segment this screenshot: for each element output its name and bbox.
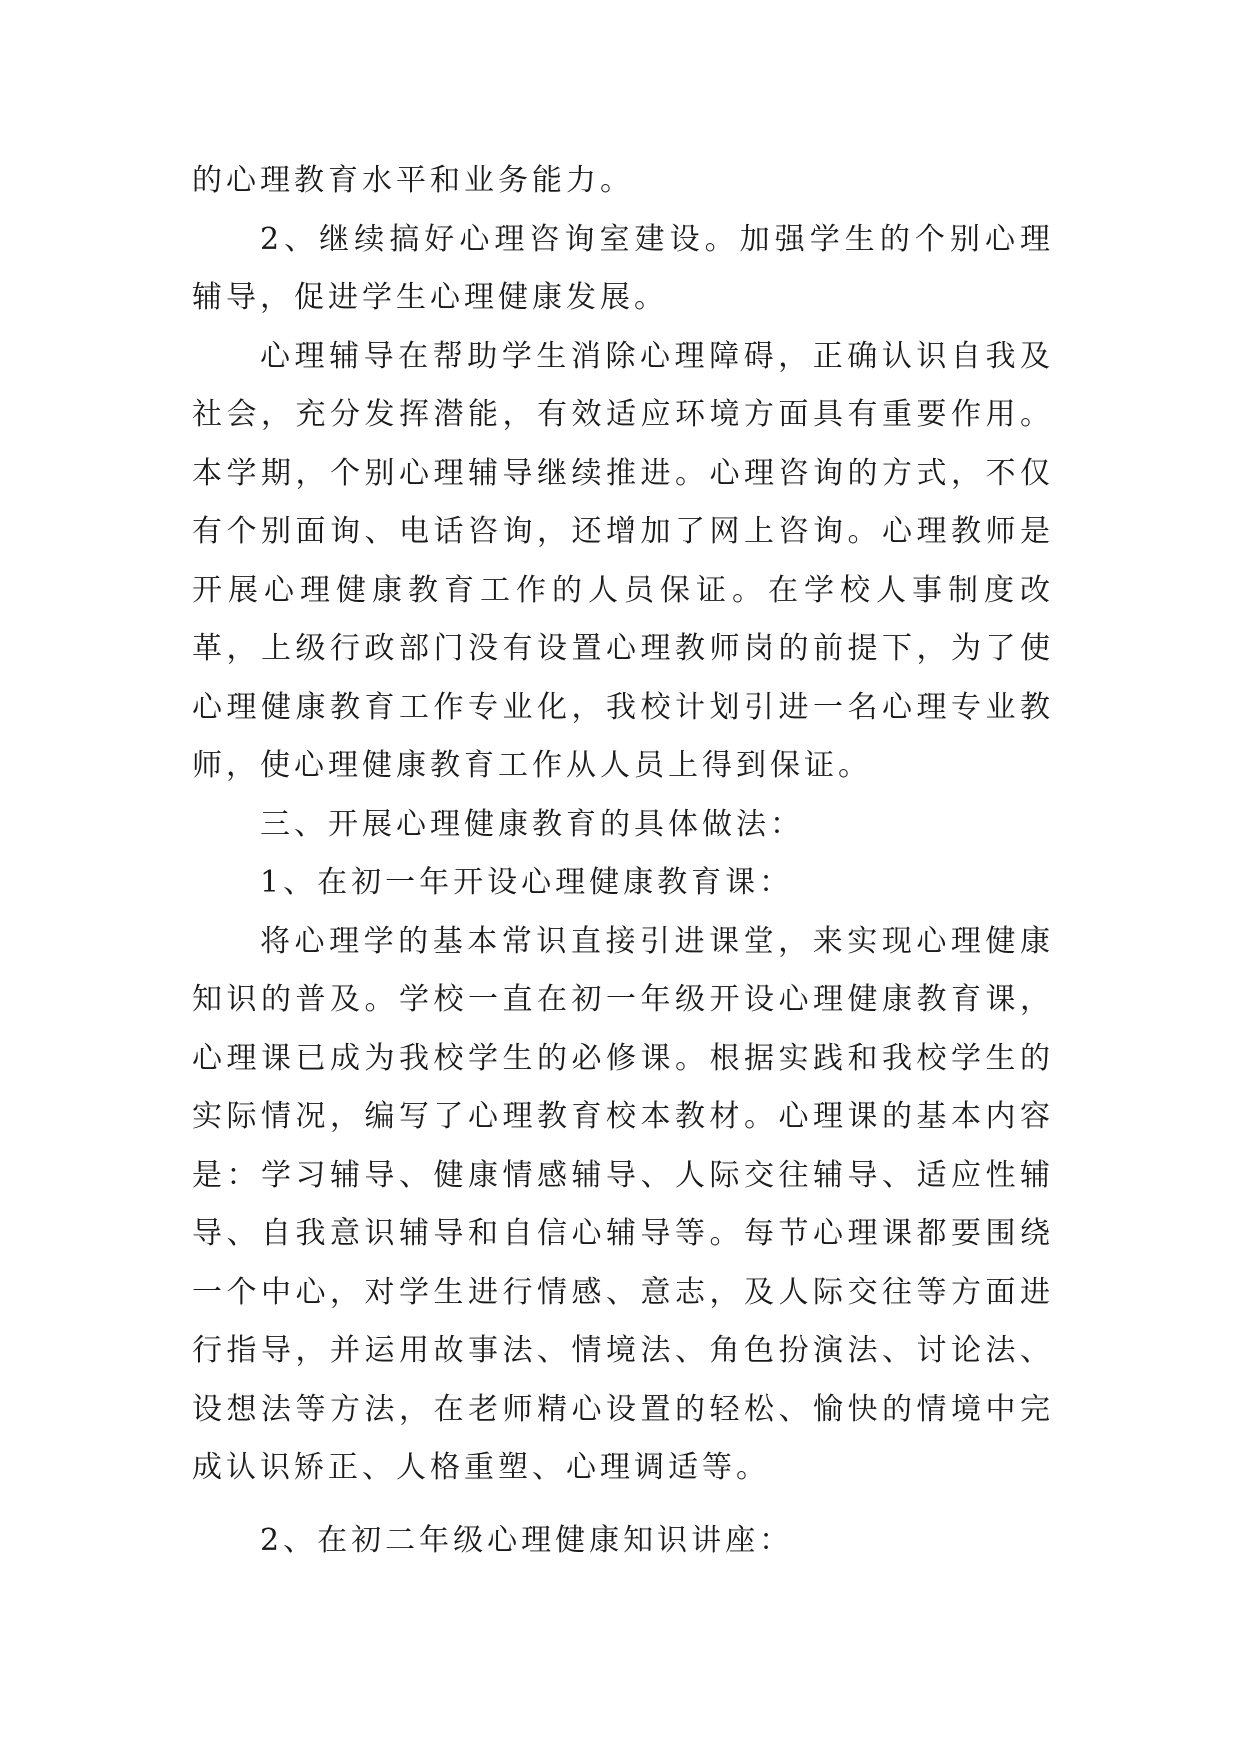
paragraph-course-details: 将心理学的基本常识直接引进课堂，来实现心理健康知识的普及。学校一直在初一年级开设心理健康教育课，心理课已成为我校学生的必修课。根据实践和我校学生的实际情况，编写了心理教育校本教材。心理课的基本内容是：学习辅导、健康情感辅导、人际交往辅导、适应性辅导、自我意识辅导和自信心辅导等。每节心理课都要围绕一个中心，对学生进行情感、意志，及人际交往等方面进行指导，并运用故事法、情境法、角色扮演法、讨论法、设想法等方法，在老师精心设置的轻松、愉快的情境中完成认识矫正、人格重塑、心理调适等。: [192, 923, 1054, 1485]
section-heading-3-practices: 三、开展心理健康教育的具体做法：: [260, 806, 804, 842]
paragraph-item-2-consulting-room: 2、继续搞好心理咨询室建设。加强学生的个别心理辅导，促进学生心理健康发展。: [192, 221, 1054, 315]
paragraph-item-2-lectures: 2、在初二年级心理健康知识讲座：: [260, 1522, 794, 1558]
paragraph-counseling-role: 心理辅导在帮助学生消除心理障碍，正确认识自我及社会，充分发挥潜能，有效适应环境方面具有重要作用。本学期，个别心理辅导继续推进。心理咨询的方式，不仅有个别面询、电话咨询，还增加了网上咨询。心理教师是开展心理健康教育工作的人员保证。在学校人事制度改革，上级行政部门没有设置心理教师岗的前提下，为了使心理健康教育工作专业化，我校计划引进一名心理专业教师，使心理健康教育工作从人员上得到保证。: [192, 338, 1054, 783]
document-body: [192, 152, 1054, 1570]
paragraph-continuation: 的心理教育水平和业务能力。: [192, 163, 634, 198]
paragraph-item-1-course: 1、在初一年开设心理健康教育课：: [260, 865, 794, 900]
